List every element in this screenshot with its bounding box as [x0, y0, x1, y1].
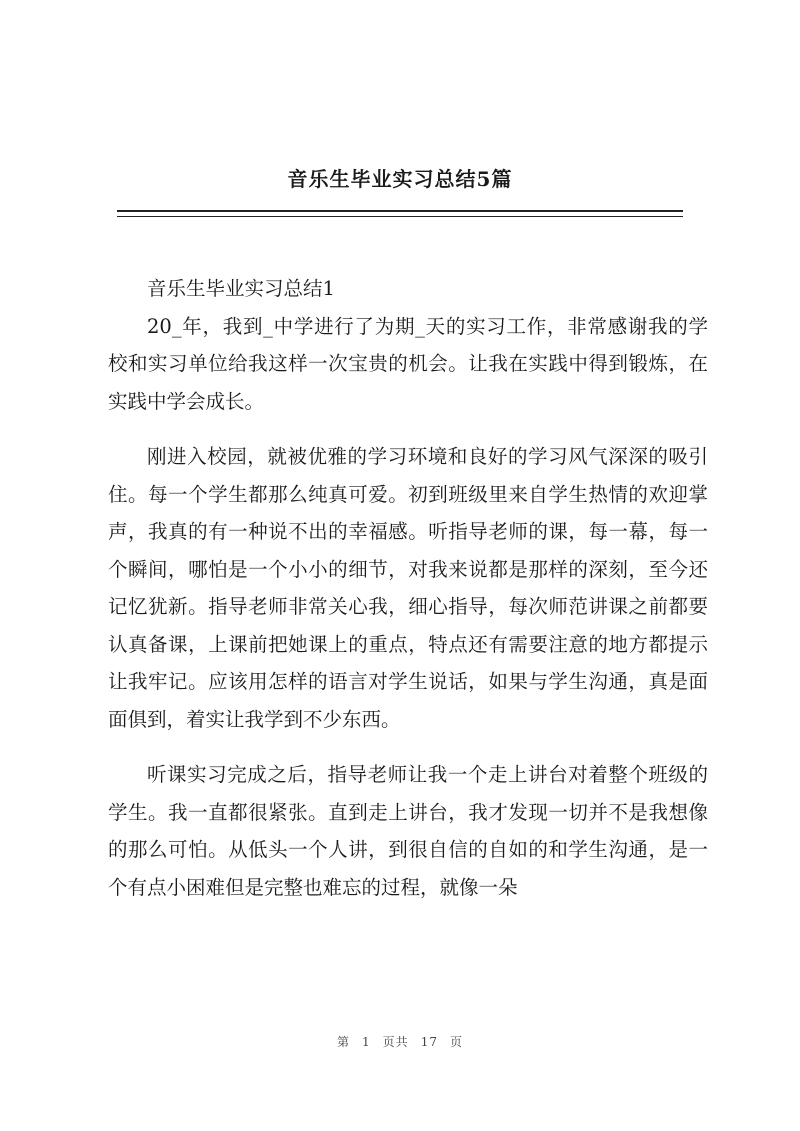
footer-label-end: 页 — [449, 1035, 463, 1049]
paragraph-3: 听课实习完成之后，指导老师让我一个走上讲台对着整个班级的学生。我一直都很紧张。直到走上讲台，我才发现一切并不是我想像的那么可怕。从低头一个人讲，到很自信的自如的和学生沟通，是一个有点小困难但是完整也难忘的过程，就像一朵 — [108, 763, 708, 899]
paragraph-1: 20_年，我到_中学进行了为期_天的实习工作，非常感谢我的学校和实习单位给我这样一次宝贵的机会。让我在实践中得到锻炼，在实践中学会成长。 — [108, 314, 708, 413]
page-footer — [0, 1033, 800, 1050]
footer-label-page: 第 — [337, 1035, 351, 1049]
footer-label-of: 页共 — [382, 1035, 409, 1049]
title-rule-thin — [117, 216, 683, 217]
document-body — [108, 270, 708, 924]
footer-total-pages: 17 — [420, 1035, 438, 1049]
footer-page-number: 1 — [362, 1035, 371, 1049]
section-heading: 音乐生毕业实习总结1 — [147, 277, 335, 300]
title-rule-thick — [117, 210, 683, 212]
document-title: 音乐生毕业实习总结5篇 — [287, 167, 513, 191]
paragraph-2: 刚进入校园，就被优雅的学习环境和良好的学习风气深深的吸引住。每一个学生都那么纯真可爱。初到班级里来自学生热情的欢迎掌声，我真的有一种说不出的幸福感。听指导老师的课，每一幕，每一个瞬间，哪怕是一个小小的细节，对我来说都是那样的深刻，至今还记忆犹新。指导老师非常关心我，细心指导，每次师范讲课之前都要认真备课，上课前把她课上的重点，特点还有需要注意的地方都提示让我牢记。应该用怎样的语言对学生说话，如果与学生沟通，真是面面俱到，着实让我学到不少东西。 — [108, 445, 708, 731]
